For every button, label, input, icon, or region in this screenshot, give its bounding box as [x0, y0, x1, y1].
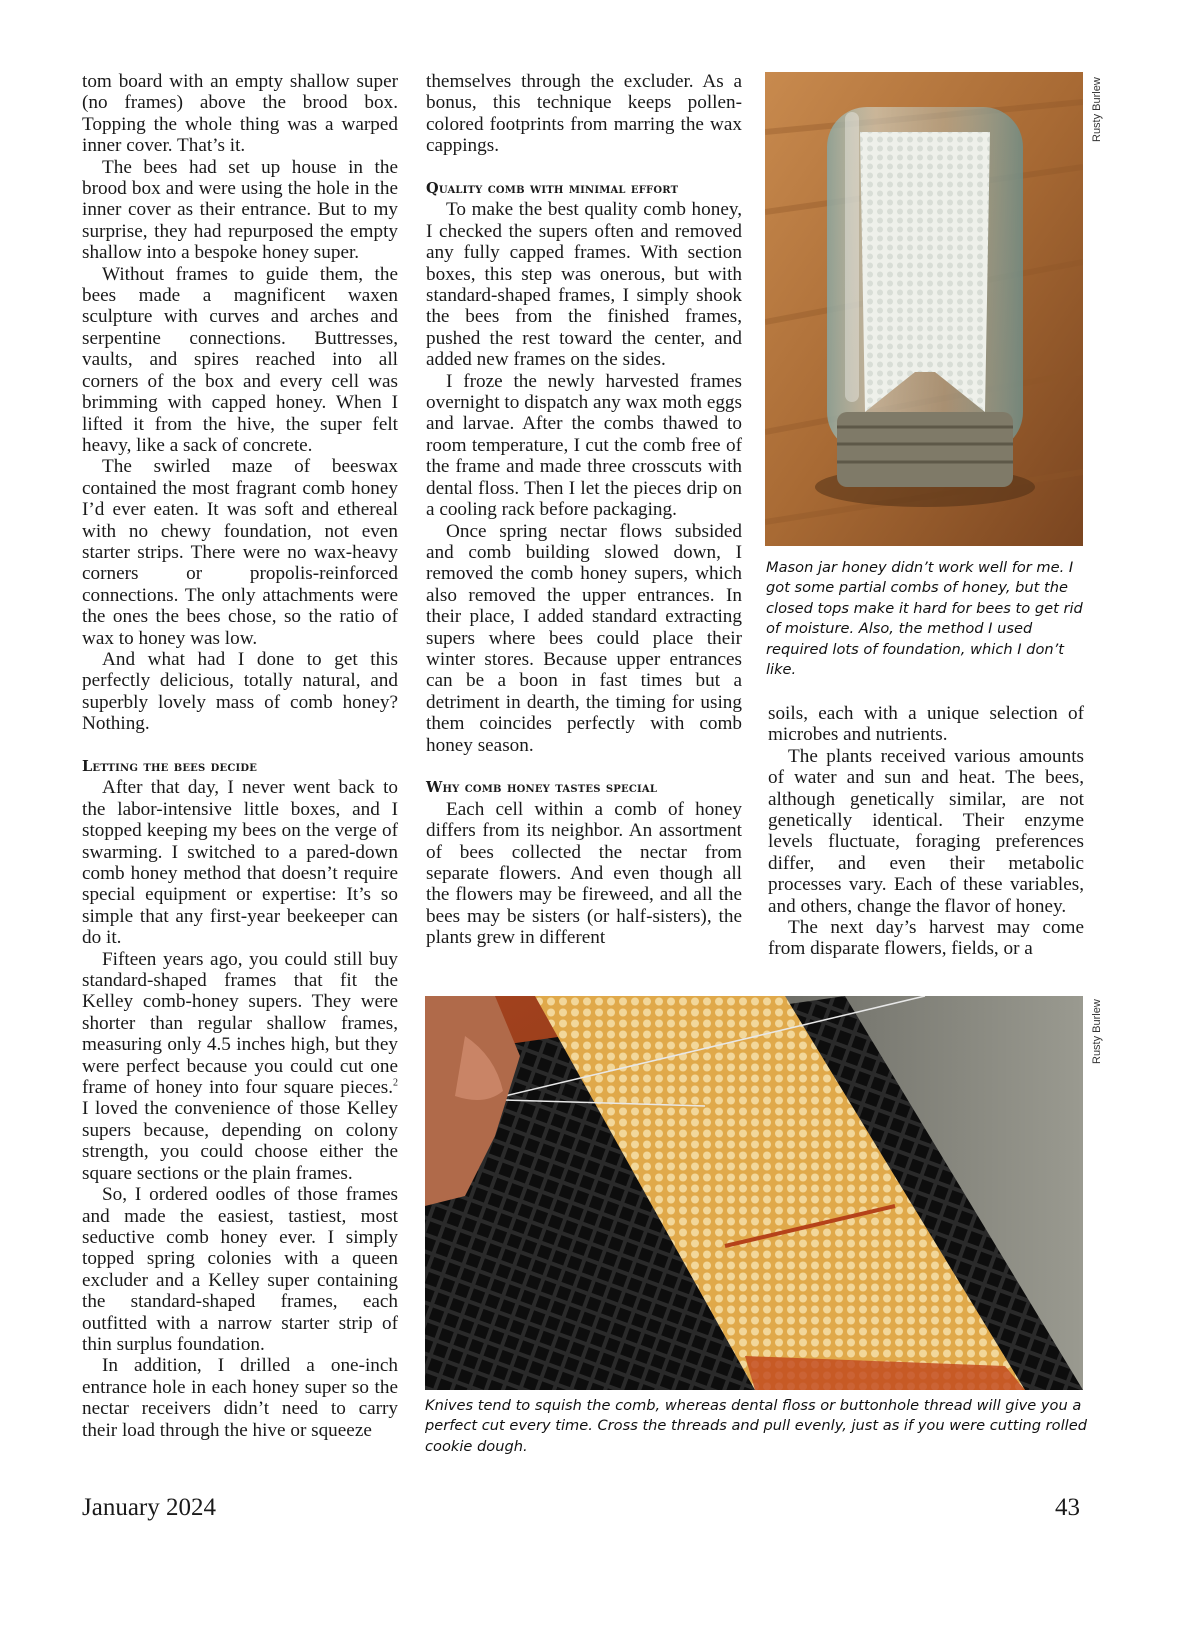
comb-cutting-illustration [425, 996, 1083, 1390]
footnote-ref: 2 [393, 1077, 398, 1089]
page-number: 43 [1055, 1494, 1080, 1521]
comb-cutting-photo [425, 996, 1083, 1390]
paragraph: And what had I done to get this perfectly delicious, totally natural, and superbly lovely mass of comb honey? Nothing. [82, 648, 398, 735]
paragraph: Without frames to guide them, the bees made a magnificent waxen sculpture with curves and arches and serpentine connections. Buttresses, vaults, and spires reached into all corners of the box and every cell was brimming with capped honey. When I lifted it from the hive, the super felt heavy, like a sack of concrete. [82, 263, 398, 456]
photo-caption: Knives tend to squish the comb, whereas dental floss or buttonhole thread will give you a perfect cut every time. Cross the threads and pull evenly, just as if you were cutting rolled cookie dough. [425, 1397, 1087, 1455]
paragraph [82, 949, 398, 1184]
section-heading: Letting the bees decide [82, 757, 258, 775]
paragraph: I froze the newly harvested frames overnight to dispatch any wax moth eggs and larvae. After the combs thawed to room temperature, I cut the comb free of the frame and made three crosscuts with dental floss. Then I let the pieces drip on a cooling rack before packaging. [426, 370, 742, 521]
paragraph: So, I ordered oodles of those frames and made the easiest, tastiest, most seductive comb honey ever. I simply topped spring colonies with a queen excluder and a Kelley super containing the standard-shaped frames, each outfitted with a narrow starter strip of thin surplus foundation. [82, 1184, 398, 1355]
article-column-1 [82, 71, 398, 1441]
section-heading: Why comb honey tastes special [426, 779, 658, 797]
paragraph: In addition, I drilled a one-inch entrance hole in each honey super so the nectar receivers didn’t need to carry their load through the hive or squeeze [82, 1355, 398, 1441]
paragraph: tom board with an empty shallow super (no frames) above the brood box. Topping the whole thing was a warped inner cover. That’s it. [82, 71, 398, 157]
issue-date: January 2024 [82, 1494, 216, 1521]
photo-credit: Rusty Burlew [1091, 999, 1103, 1064]
paragraph: Once spring nectar flows subsided and comb building slowed down, I removed the comb honey supers, which also removed the upper entrances. In their place, I added standard extracting supers where bees could place their winter stores. Because upper entrances can be a boon in fast times but a detriment in dearth, the timing for using them coincides perfectly with comb honey season. [426, 520, 742, 756]
photo-credit: Rusty Burlew [1091, 77, 1103, 142]
paragraph: After that day, I never went back to the labor-intensive little boxes, and I stopped keeping my bees on the verge of swarming. I switched to a pared-down comb honey method that doesn’t require special equipment or expertise: It’s so simple that any first-year beekeeper can do it. [82, 777, 398, 949]
text-run: I loved the convenience of those Kelley supers because, depending on colony strength, you could choose either the square sections or the plain frames. [82, 1098, 398, 1184]
paragraph: Each cell within a comb of honey differs from its neighbor. An assortment of bees collected the nectar from separate flowers. And even though all the flowers may be fireweed, and all the bees may be sisters (or half-sisters), the plants grew in different [426, 798, 742, 949]
paragraph: soils, each with a unique selection of microbes and nutrients. [768, 703, 1084, 746]
paragraph: The next day’s harvest may come from disparate flowers, fields, or a [768, 917, 1084, 960]
article-column-2 [426, 71, 742, 949]
paragraph: The plants received various amounts of water and sun and heat. The bees, although genetically similar, are not genetically identical. Their enzyme levels fluctuate, foraging preferences differ, and even their metabolic processes vary. Each of these variables, and others, change the flavor of honey. [768, 745, 1084, 917]
paragraph: themselves through the excluder. As a bonus, this technique keeps pollen-colored footprints from marring the wax cappings. [426, 71, 742, 157]
mason-jar-illustration [765, 72, 1083, 546]
section-heading: Quality comb with minimal effort [426, 180, 679, 198]
photo-caption: Mason jar honey didn’t work well for me. I got some partial combs of honey, but the closed tops make it hard for bees to get rid of moisture. Also, the method I used required lots of foundation, which I don’t like. [766, 559, 1083, 679]
paragraph: To make the best quality comb honey, I checked the supers often and removed any fully capped frames. With section boxes, this step was onerous, but with standard-shaped frames, I simply shook the bees from the finished frames, pushed the rest toward the center, and added new frames on the sides. [426, 199, 742, 371]
text-run: Fifteen years ago, you could still buy standard-shaped frames that fit the Kelley comb-honey supers. They were shorter than regular shallow frames, measuring only 4.5 inches high, but they were perfect because you could cut one frame of honey into four square pieces. [82, 948, 398, 1099]
mason-jar-photo [765, 72, 1083, 546]
paragraph: The bees had set up house in the brood box and were using the hole in the inner cover as their entrance. But to my surprise, they had repurposed the empty shallow into a bespoke honey super. [82, 156, 398, 264]
paragraph: The swirled maze of beeswax contained the most fragrant comb honey I’d ever eaten. It was soft and ethereal with no chewy foundation, not even starter strips. There were no wax-heavy corners or propolis-reinforced connections. The only attachments were the ones the bees chose, so the ratio of wax to honey was low. [82, 456, 398, 649]
article-column-3 [768, 703, 1084, 960]
